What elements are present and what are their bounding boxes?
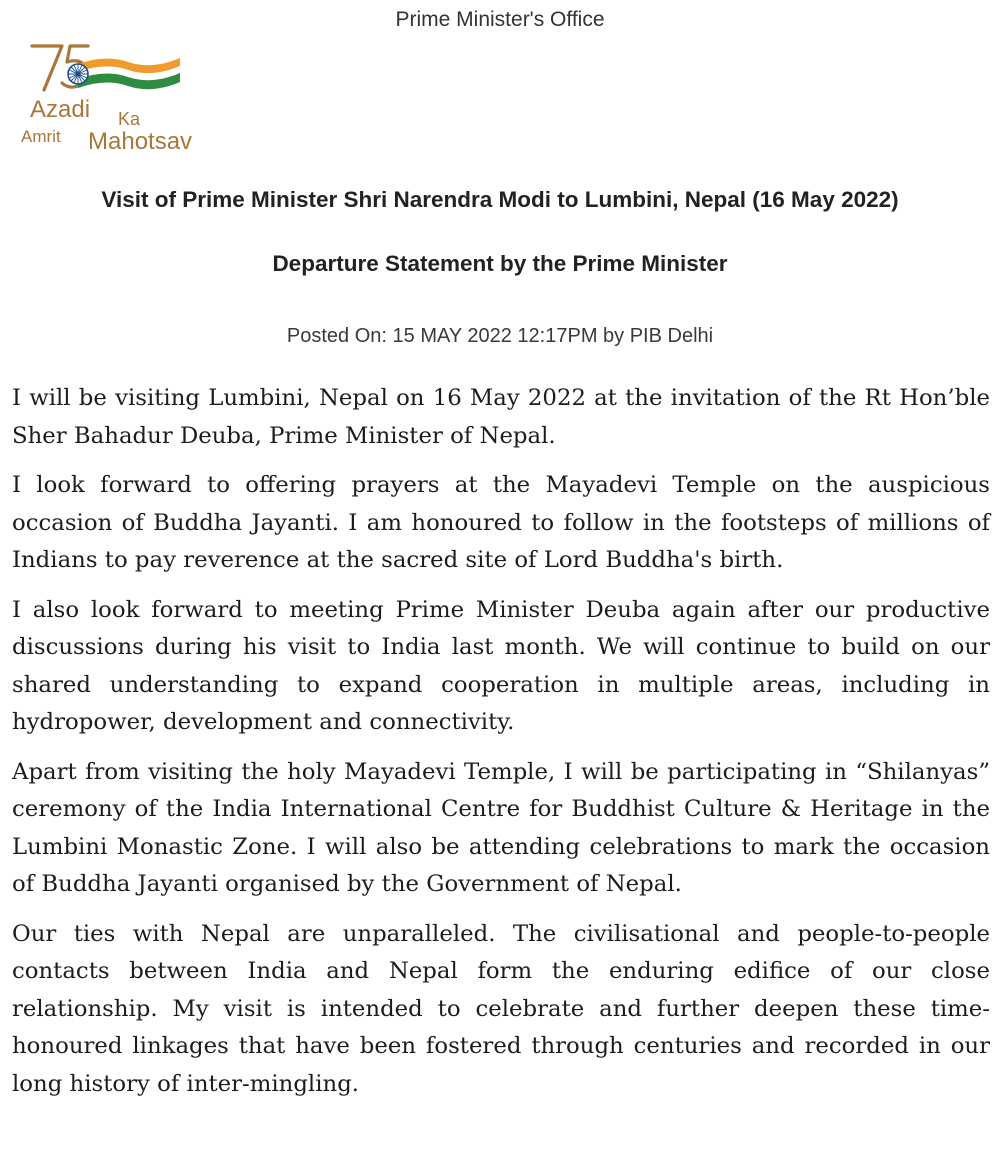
office-name: Prime Minister's Office [395, 8, 605, 31]
paragraph: I also look forward to meeting Prime Minister Deuba again after our productive discussions during his visit to India last month. We will continue to build on our shared understanding to expand cooperation in multiple areas, including in hydropower, development and connectivity. [12, 596, 990, 735]
statement-body [12, 380, 990, 1115]
posted-on: Posted On: 15 MAY 2022 12:17PM by PIB Delhi [286, 325, 714, 347]
logo-text-amrit: Amrit [21, 127, 61, 146]
logo-text-ka: Ka [118, 109, 141, 129]
paragraph: I look forward to offering prayers at the Mayadevi Temple on the auspicious occasion of Buddha Jayanti. I am honoured to follow in the footsteps of millions of Indians to pay reverence at the sacred site of Lord Buddha's birth. [12, 472, 990, 573]
paragraph: I will be visiting Lumbini, Nepal on 16 May 2022 at the invitation of the Rt Hon’ble Sher Bahadur Deuba, Prime Minister of Nepal. [12, 385, 990, 449]
paragraph: Apart from visiting the holy Mayadevi Temple, I will be participating in “Shilanyas” ceremony of the India International Centre for Buddhist Culture & Heritage in the Lumbini Monastic Zone. I will also be attending celebrations to mark the occasion of Buddha Jayanti organised by the Government of Nepal. [12, 758, 990, 897]
paragraph: Our ties with Nepal are unparalleled. The civilisational and people-to-people contacts between India and Nepal form the enduring edifice of our close relationship. My visit is intended to celebrate and further deepen these time-honoured linkages that have been fostered through centuries and recorded in our long history of inter-mingling. [12, 920, 990, 1097]
logo-text-mahotsav: Mahotsav [88, 128, 193, 155]
release-title: Visit of Prime Minister Shri Narendra Modi to Lumbini, Nepal (16 May 2022) [101, 187, 899, 212]
release-subtitle: Departure Statement by the Prime Minister [272, 251, 728, 276]
logo-text-azadi: Azadi [30, 96, 91, 123]
azadi-ka-amrit-mahotsav-logo [18, 40, 223, 155]
